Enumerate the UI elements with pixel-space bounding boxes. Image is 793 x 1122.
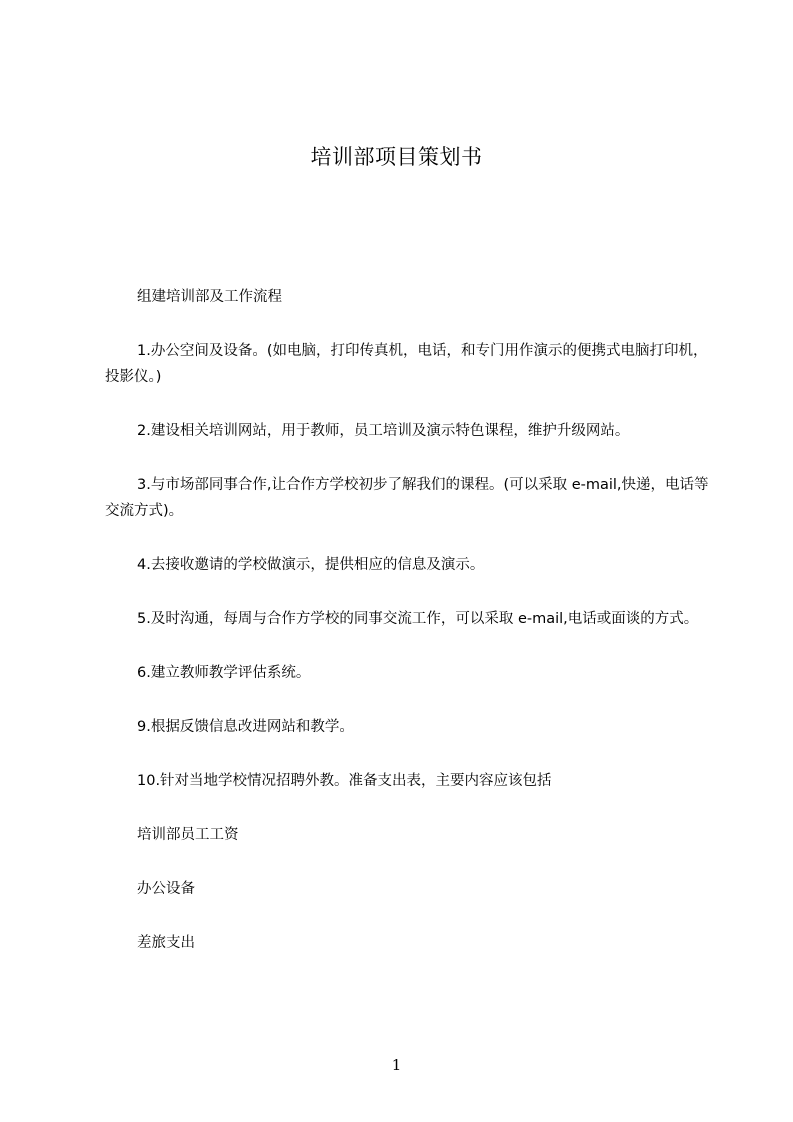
page-number: 1 xyxy=(391,1056,402,1074)
list-item-4: 4.去接收邀请的学校做演示，提供相应的信息及演示。 xyxy=(137,557,485,573)
list-item-9: 9.根据反馈信息改进网站和教学。 xyxy=(137,719,354,735)
expense-item-equipment: 办公设备 xyxy=(137,881,195,897)
list-item-3: 3.与市场部同事合作,让合作方学校初步了解我们的课程。(可以采取 e-mail,快递，电话等交流方式)。 xyxy=(105,477,709,519)
list-item-6: 6.建立教师教学评估系统。 xyxy=(137,665,311,681)
document-body xyxy=(105,284,715,956)
expense-item-salary: 培训部员工工资 xyxy=(137,827,239,843)
section-heading: 组建培训部及工作流程 xyxy=(137,289,282,305)
document-title: 培训部项目策划书 xyxy=(310,145,483,169)
list-item-5: 5.及时沟通，每周与合作方学校的同事交流工作，可以采取 e-mail,电话或面谈的方式。 xyxy=(137,611,699,627)
list-item-1: 1.办公空间及设备。(如电脑，打印传真机，电话，和专门用作演示的便携式电脑打印机，投影仪。) xyxy=(105,343,708,385)
list-item-2: 2.建设相关培训网站，用于教师，员工培训及演示特色课程，维护升级网站。 xyxy=(137,423,630,439)
expense-item-travel: 差旅支出 xyxy=(137,935,195,951)
list-item-10: 10.针对当地学校情况招聘外教。准备支出表，主要内容应该包括 xyxy=(137,773,552,789)
